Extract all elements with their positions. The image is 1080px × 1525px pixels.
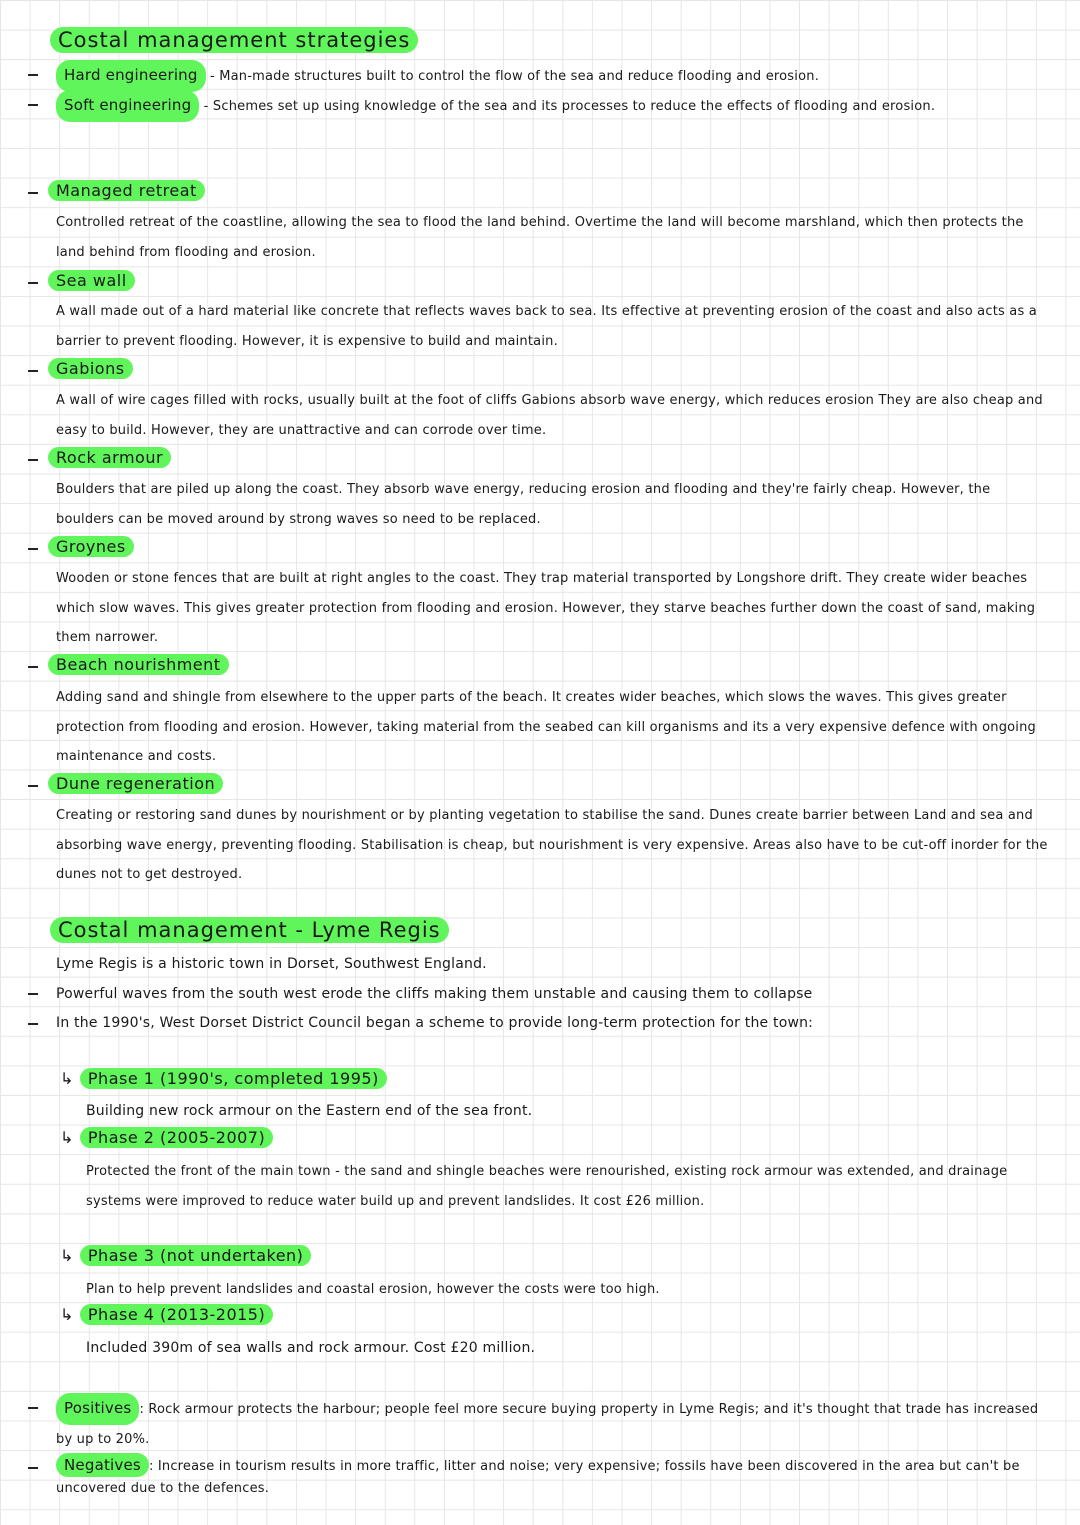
strategy-text-dune-regeneration: Creating or restoring sand dunes by nourishment or by planting vegetation to stabilise the sand. Dunes create barrier between Land and sea and absorbing wave energy, preventing flooding. Stabilisation is cheap, but nourishment is very expensive. Areas also have to be cut-off inorder for the dunes not to get destroyed.: [56, 808, 1048, 883]
arrow-icon: ↳: [60, 1128, 74, 1147]
phase-3-heading: ↳ Phase 3 (not undertaken): [60, 1245, 311, 1266]
lyme-regis-intro: Lyme Regis is a historic town in Dorset, Southwest England.: [56, 956, 487, 972]
bullet-dash: [28, 192, 38, 194]
positives-label: Positives: [56, 1393, 139, 1425]
phase-2-text: Protected the front of the main town - the sand and shingle beaches were renourished, existing rock armour was extended, and drainage systems were improved to reduce water build up and prevent landslides. It cost £26 million.: [86, 1164, 1008, 1209]
positives-paragraph: Positives : Rock armour protects the harbour; people feel more secure buying property in Lyme Regis; and it's thought that trade has increased by up to 20%.: [56, 1393, 1051, 1454]
strategy-heading-beach-nourishment: Beach nourishment: [48, 654, 229, 675]
bullet-dash: [28, 1467, 38, 1469]
strategy-text-sea-wall: A wall made out of a hard material like concrete that reflects waves back to sea. Its effective at preventing erosion of the coast and also acts as a barrier to prevent flooding. However, it is expensive to build and maintain.: [56, 304, 1037, 349]
bullet-dash: [28, 104, 38, 106]
phase-4-heading: ↳ Phase 4 (2013-2015): [60, 1304, 273, 1325]
bullet-dash: [28, 459, 38, 461]
soft-engineering-label: Soft engineering: [56, 90, 199, 122]
strategy-heading-managed-retreat: Managed retreat: [48, 180, 205, 201]
bullet-dash: [28, 74, 38, 76]
bullet-dash: [28, 282, 38, 284]
strategy-heading-sea-wall: Sea wall: [48, 270, 135, 291]
arrow-icon: ↳: [60, 1246, 74, 1265]
phase-1-text: Building new rock armour on the Eastern end of the sea front.: [86, 1103, 533, 1119]
section-title-strategies: Costal management strategies: [50, 27, 418, 53]
phase-4-text: Included 390m of sea walls and rock armour. Cost £20 million.: [86, 1340, 536, 1356]
strategy-text-groynes: Wooden or stone fences that are built at right angles to the coast. They trap material transported by Longshore drift. They create wider beaches which slow waves. This gives greater protection from flooding and erosion. However, they starve beaches further down the coast of sand, making them narrower.: [56, 571, 1036, 646]
strategy-text-rock-armour: Boulders that are piled up along the coast. They absorb wave energy, reducing erosion and flooding and they're fairly cheap. However, the boulders can be moved around by strong waves so need to be replaced.: [56, 482, 991, 527]
strategy-heading-dune-regeneration: Dune regeneration: [48, 773, 223, 794]
strategy-heading-groynes: Groynes: [48, 536, 134, 557]
bullet-dash: [28, 993, 38, 995]
phase-2-heading: ↳ Phase 2 (2005-2007): [60, 1127, 273, 1148]
bullet-dash: [28, 1023, 38, 1025]
hard-engineering-label: Hard engineering: [56, 60, 206, 92]
bullet-dash: [28, 1407, 38, 1409]
bullet-dash: [28, 370, 38, 372]
lyme-regis-bullet-waves: Powerful waves from the south west erode the cliffs making them unstable and causing them to collapse: [56, 986, 813, 1002]
section-title-lyme-regis: Costal management - Lyme Regis: [50, 917, 449, 943]
lyme-regis-bullet-scheme: In the 1990's, West Dorset District Council began a scheme to provide long-term protection for the town:: [56, 1015, 814, 1031]
strategy-text-beach-nourishment: Adding sand and shingle from elsewhere to the upper parts of the beach. It creates wider beaches, which slows the waves. This gives greater protection from flooding and erosion. However, taking material from the seabed can kill organisms and its a very expensive defence with ongoing maintenance and costs.: [56, 690, 1036, 765]
strategy-text-gabions: A wall of wire cages filled with rocks, usually built at the foot of cliffs Gabions absorb wave energy, which reduces erosion They are also cheap and easy to build. However, they are unattractive and can corrode over time.: [56, 393, 1043, 438]
arrow-icon: ↳: [60, 1305, 74, 1324]
bullet-dash: [28, 548, 38, 550]
bullet-dash: [28, 666, 38, 668]
negatives-paragraph: Negatives : Increase in tourism results in more traffic, litter and noise; very expensive; fossils have been discovered in the area but can't be uncovered due to the defences.: [56, 1453, 1051, 1500]
negatives-label: Negatives: [56, 1453, 149, 1477]
arrow-icon: ↳: [60, 1069, 74, 1088]
hard-engineering-definition: Hard engineering - Man-made structures built to control the flow of the sea and reduce flooding and erosion.: [56, 60, 1056, 92]
strategy-heading-gabions: Gabions: [48, 358, 133, 379]
bullet-dash: [28, 785, 38, 787]
phase-1-heading: ↳ Phase 1 (1990's, completed 1995): [60, 1068, 387, 1089]
strategy-text-managed-retreat: Controlled retreat of the coastline, allowing the sea to flood the land behind. Overtime the land will become marshland, which then protects the land behind from flooding and erosion.: [56, 215, 1024, 260]
soft-engineering-definition: Soft engineering - Schemes set up using knowledge of the sea and its processes to reduce the effects of flooding and erosion.: [56, 90, 1051, 122]
phase-3-text: Plan to help prevent landslides and coastal erosion, however the costs were too high.: [86, 1282, 660, 1297]
strategy-heading-rock-armour: Rock armour: [48, 447, 171, 468]
